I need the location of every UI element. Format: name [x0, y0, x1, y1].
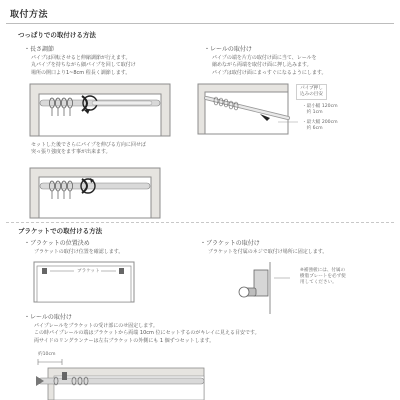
bracket-rail-label: ・レールの取付け [24, 314, 72, 321]
length-adjust-diagram [30, 84, 170, 136]
tension-heading: つっぱりでの取付ける方法 [18, 31, 96, 39]
bracket-position-text: ブラケットの取付け位置を確認します。 [34, 249, 124, 255]
bracket-position-diagram [34, 262, 134, 302]
rail-install-diagram [198, 84, 298, 134]
bracket-mount-diagram [230, 262, 290, 314]
bracket-mount-label: ・ブラケットの取付け [200, 240, 260, 247]
max-width-note: ・最大幅 200cm 約 6cm [302, 120, 338, 131]
rail-install-label: ・レールの取付け [204, 46, 252, 53]
resin-plate-note: ※補強板には、付属の 樹脂プレートを必ず使 用してください。 [300, 268, 346, 285]
twist-diagram [30, 168, 160, 218]
length-adjust-text: パイプは回転させると伸縮調節が行えます。 丸パイプを持ちながら細パイプを回して取付け 場所の開口より1~8cm 程長く調節します。 [31, 55, 136, 76]
title-divider [6, 23, 394, 24]
twist-strength-text: セットした後でさらにパイプを伸びる方向に回せば 突っ張り強度をます事が出来ます。 [31, 142, 146, 156]
section-divider [6, 222, 394, 223]
bracket-rail-diagram [34, 358, 204, 400]
bracket-rail-text: パイプレールをブラケットの受け部にのせ固定します。 この時パイプレールの端はブラケットから両端 10cm 位にセットするのがキレイに見える目安です。 両サイドのリングランナーは左右ブラケットの外側にも 1 個ずつセットします。 [34, 323, 260, 344]
bracket-heading: ブラケットでの取付ける方法 [18, 227, 103, 235]
bracket-diagram-label: ブラケット [77, 269, 100, 274]
bracket-position-label: ・ブラケットの位置決め [24, 240, 90, 247]
rail-end-measure: 約10cm [38, 352, 56, 357]
insertion-guide-box: パイプ押し 込みの目安 [296, 84, 327, 100]
bracket-mount-text: ブラケットを付属のネジで取付け場所に固定します。 [208, 249, 328, 255]
length-adjust-label: ・長さ調節 [24, 46, 55, 53]
rail-install-text: パイプの端を片方の取付け面に当て、レールを 縮めながら両端を取付け面に押し込みます。 パイプは取付け面にまっすぐになるようにします。 [212, 55, 327, 76]
page-title: 取付方法 [10, 10, 49, 20]
min-width-note: ・最小幅 120cm 約 1cm [302, 104, 338, 115]
